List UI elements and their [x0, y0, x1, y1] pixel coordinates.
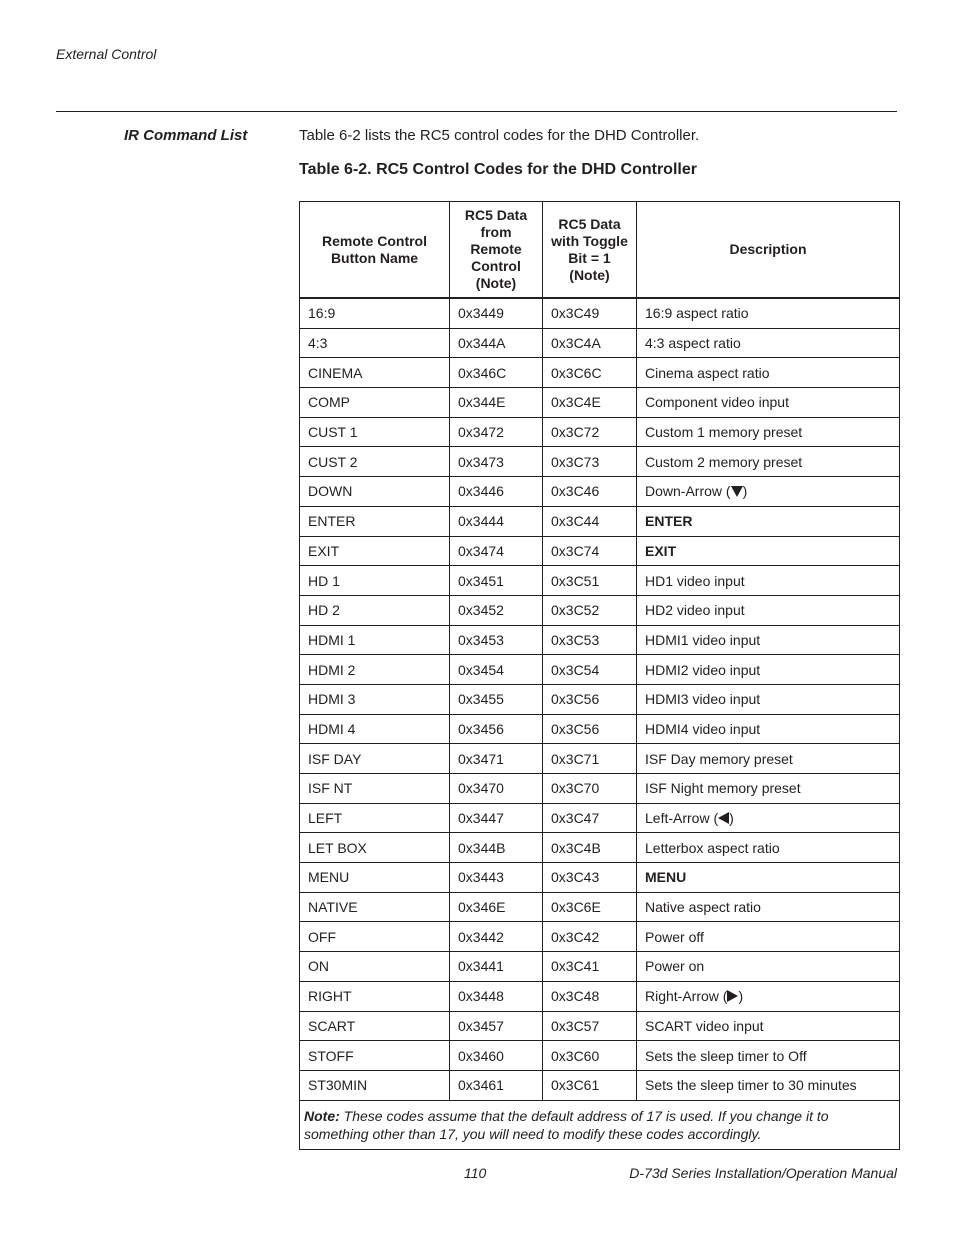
rc5-data-cell: 0x346E — [450, 892, 543, 922]
section-heading: IR Command List — [124, 127, 248, 144]
description-cell: HDMI4 video input — [637, 714, 900, 744]
left-triangle-icon — [718, 812, 729, 824]
table-row — [300, 684, 900, 714]
button-name-cell: CUST 1 — [300, 417, 450, 447]
note-label: Note: — [304, 1107, 340, 1124]
rc5-toggle-cell: 0x3C52 — [543, 595, 637, 625]
description-text: Down-Arrow ( — [645, 483, 731, 500]
rc5-data-cell: 0x344A — [450, 328, 543, 358]
table-row — [300, 358, 900, 388]
button-name-cell: HD 2 — [300, 595, 450, 625]
down-triangle-icon — [731, 486, 743, 497]
button-name-cell: 16:9 — [300, 298, 450, 328]
description-cell: Cinema aspect ratio — [637, 358, 900, 388]
description-cell: MENU — [637, 863, 900, 893]
rc5-data-cell: 0x3453 — [450, 625, 543, 655]
button-name-cell: HDMI 2 — [300, 655, 450, 685]
rc5-data-cell: 0x3455 — [450, 684, 543, 714]
description-cell — [637, 803, 900, 833]
button-name-cell: HD 1 — [300, 566, 450, 596]
note-row — [300, 1100, 900, 1149]
rc5-toggle-cell: 0x3C56 — [543, 684, 637, 714]
note-text: These codes assume that the default address of 17 is used. If you change it to something other than 17, you will need to modify these codes accordingly. — [304, 1107, 829, 1142]
rc5-toggle-cell: 0x3C4A — [543, 328, 637, 358]
description-cell: Custom 1 memory preset — [637, 417, 900, 447]
rc5-toggle-cell: 0x3C46 — [543, 477, 637, 507]
rc5-data-cell: 0x344E — [450, 388, 543, 418]
rc5-data-cell: 0x3474 — [450, 536, 543, 566]
rc5-data-cell: 0x3443 — [450, 863, 543, 893]
button-name-cell: SCART — [300, 1011, 450, 1041]
table-header-row — [300, 202, 900, 299]
right-triangle-icon — [727, 990, 738, 1002]
table-row — [300, 744, 900, 774]
column-header-rc5-data: RC5 Data from Remote Control (Note) — [450, 202, 543, 299]
description-cell: Power off — [637, 922, 900, 952]
table-row — [300, 803, 900, 833]
button-name-cell: HDMI 1 — [300, 625, 450, 655]
table-row — [300, 774, 900, 804]
column-header-button-name: Remote Control Button Name — [300, 202, 450, 299]
table-row — [300, 625, 900, 655]
description-cell: Letterbox aspect ratio — [637, 833, 900, 863]
table-row — [300, 1041, 900, 1071]
rc5-data-cell: 0x3448 — [450, 981, 543, 1011]
rc5-toggle-cell: 0x3C6E — [543, 892, 637, 922]
rc5-data-cell: 0x3473 — [450, 447, 543, 477]
rc5-data-cell: 0x3472 — [450, 417, 543, 447]
table-row — [300, 328, 900, 358]
button-name-cell: OFF — [300, 922, 450, 952]
button-name-cell: ENTER — [300, 506, 450, 536]
rc5-toggle-cell: 0x3C60 — [543, 1041, 637, 1071]
table-row — [300, 388, 900, 418]
rc5-toggle-cell: 0x3C70 — [543, 774, 637, 804]
rc5-data-cell: 0x3457 — [450, 1011, 543, 1041]
description-cell: Component video input — [637, 388, 900, 418]
description-text-end: ) — [729, 810, 734, 827]
rc5-data-cell: 0x3451 — [450, 566, 543, 596]
button-name-cell: LET BOX — [300, 833, 450, 863]
button-name-cell: STOFF — [300, 1041, 450, 1071]
rc5-data-cell: 0x344B — [450, 833, 543, 863]
table-row — [300, 417, 900, 447]
rc5-toggle-cell: 0x3C54 — [543, 655, 637, 685]
rc5-toggle-cell: 0x3C6C — [543, 358, 637, 388]
description-cell: HDMI1 video input — [637, 625, 900, 655]
description-cell: Sets the sleep timer to 30 minutes — [637, 1070, 900, 1100]
button-name-cell: ON — [300, 952, 450, 982]
description-cell: ISF Day memory preset — [637, 744, 900, 774]
rc5-data-cell: 0x3449 — [450, 298, 543, 328]
description-cell: SCART video input — [637, 1011, 900, 1041]
rc5-toggle-cell: 0x3C47 — [543, 803, 637, 833]
rc5-toggle-cell: 0x3C56 — [543, 714, 637, 744]
button-name-cell: DOWN — [300, 477, 450, 507]
table-row — [300, 1070, 900, 1100]
rc5-data-cell: 0x3454 — [450, 655, 543, 685]
table-row — [300, 566, 900, 596]
rc5-toggle-cell: 0x3C4E — [543, 388, 637, 418]
rc5-toggle-cell: 0x3C51 — [543, 566, 637, 596]
rc5-data-cell: 0x3447 — [450, 803, 543, 833]
description-cell: Native aspect ratio — [637, 892, 900, 922]
description-cell: ISF Night memory preset — [637, 774, 900, 804]
description-text-end: ) — [742, 483, 748, 500]
table-row — [300, 922, 900, 952]
rc5-data-cell: 0x3441 — [450, 952, 543, 982]
running-header: External Control — [56, 46, 157, 62]
manual-title: D-73d Series Installation/Operation Manual — [629, 1165, 897, 1181]
table-row — [300, 863, 900, 893]
button-name-cell: ST30MIN — [300, 1070, 450, 1100]
rc5-toggle-cell: 0x3C71 — [543, 744, 637, 774]
description-cell: EXIT — [637, 536, 900, 566]
table-row — [300, 833, 900, 863]
rc5-data-cell: 0x3456 — [450, 714, 543, 744]
button-name-cell: CINEMA — [300, 358, 450, 388]
rc5-toggle-cell: 0x3C57 — [543, 1011, 637, 1041]
rc5-toggle-cell: 0x3C53 — [543, 625, 637, 655]
rc5-toggle-cell: 0x3C41 — [543, 952, 637, 982]
description-cell: HDMI3 video input — [637, 684, 900, 714]
rc5-data-cell: 0x3470 — [450, 774, 543, 804]
button-name-cell: EXIT — [300, 536, 450, 566]
description-cell: HD1 video input — [637, 566, 900, 596]
description-text: Right-Arrow ( — [645, 988, 728, 1005]
rc5-toggle-cell: 0x3C44 — [543, 506, 637, 536]
button-name-cell: NATIVE — [300, 892, 450, 922]
description-cell: HD2 video input — [637, 595, 900, 625]
description-cell: Custom 2 memory preset — [637, 447, 900, 477]
table-row — [300, 477, 900, 507]
intro-paragraph: Table 6-2 lists the RC5 control codes for the DHD Controller. — [299, 127, 700, 144]
rc5-data-cell: 0x3446 — [450, 477, 543, 507]
description-text-end: ) — [738, 988, 744, 1005]
column-header-rc5-toggle: RC5 Data with Toggle Bit = 1 (Note) — [543, 202, 637, 299]
table-row — [300, 1011, 900, 1041]
button-name-cell: HDMI 4 — [300, 714, 450, 744]
description-cell: Sets the sleep timer to Off — [637, 1041, 900, 1071]
table-row — [300, 714, 900, 744]
rc5-toggle-cell: 0x3C73 — [543, 447, 637, 477]
table-caption: Table 6-2. RC5 Control Codes for the DHD Controller — [299, 161, 697, 178]
table-row — [300, 892, 900, 922]
table-row — [300, 655, 900, 685]
description-cell — [637, 477, 900, 507]
table-row — [300, 536, 900, 566]
button-name-cell: MENU — [300, 863, 450, 893]
button-name-cell: HDMI 3 — [300, 684, 450, 714]
rc5-toggle-cell: 0x3C61 — [543, 1070, 637, 1100]
button-name-cell: 4:3 — [300, 328, 450, 358]
description-cell: Power on — [637, 952, 900, 982]
rc5-toggle-cell: 0x3C4B — [543, 833, 637, 863]
table-row — [300, 595, 900, 625]
table-row — [300, 506, 900, 536]
column-header-description: Description — [637, 202, 900, 299]
rc5-toggle-cell: 0x3C42 — [543, 922, 637, 952]
table-row — [300, 298, 900, 328]
rc5-data-cell: 0x346C — [450, 358, 543, 388]
description-cell: HDMI2 video input — [637, 655, 900, 685]
rc5-data-cell: 0x3444 — [450, 506, 543, 536]
rc5-data-cell: 0x3452 — [450, 595, 543, 625]
header-rule — [56, 111, 897, 112]
description-cell — [637, 981, 900, 1011]
table-note — [300, 1100, 900, 1149]
rc5-data-cell: 0x3442 — [450, 922, 543, 952]
table-row — [300, 952, 900, 982]
rc5-toggle-cell: 0x3C43 — [543, 863, 637, 893]
description-cell: ENTER — [637, 506, 900, 536]
rc5-toggle-cell: 0x3C49 — [543, 298, 637, 328]
table-row — [300, 981, 900, 1011]
button-name-cell: RIGHT — [300, 981, 450, 1011]
button-name-cell: CUST 2 — [300, 447, 450, 477]
rc5-toggle-cell: 0x3C72 — [543, 417, 637, 447]
description-cell: 16:9 aspect ratio — [637, 298, 900, 328]
rc5-data-cell: 0x3461 — [450, 1070, 543, 1100]
description-text: Left-Arrow ( — [645, 810, 719, 827]
description-cell: 4:3 aspect ratio — [637, 328, 900, 358]
rc5-codes-table — [299, 201, 900, 1150]
button-name-cell: COMP — [300, 388, 450, 418]
table-row — [300, 447, 900, 477]
button-name-cell: ISF DAY — [300, 744, 450, 774]
rc5-data-cell: 0x3460 — [450, 1041, 543, 1071]
button-name-cell: ISF NT — [300, 774, 450, 804]
table-body — [300, 298, 900, 1100]
rc5-toggle-cell: 0x3C48 — [543, 981, 637, 1011]
button-name-cell: LEFT — [300, 803, 450, 833]
page-number: 110 — [464, 1165, 487, 1181]
rc5-toggle-cell: 0x3C74 — [543, 536, 637, 566]
rc5-data-cell: 0x3471 — [450, 744, 543, 774]
